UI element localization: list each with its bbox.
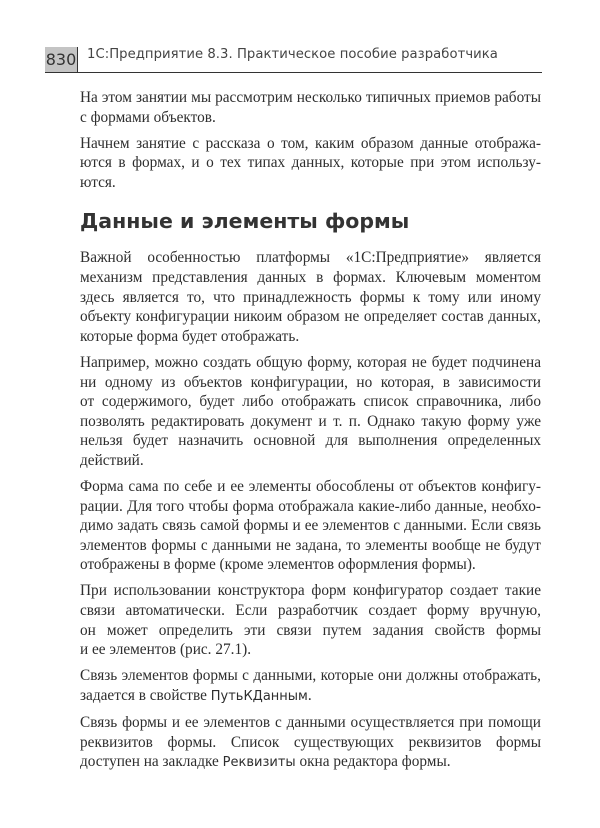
text-line: нельзя будет назначить основной для выполнения определенных bbox=[80, 432, 541, 450]
text-segment: . bbox=[307, 686, 312, 704]
text-line: При использовании конструктора форм конфигуратор создает такие bbox=[80, 582, 541, 600]
text-line: элементов формы с данными не задана, то элементы вообще не будут bbox=[80, 536, 541, 554]
section-text bbox=[80, 248, 541, 772]
text-line: позволять редактировать документ и т. п. Однако такую форму уже bbox=[80, 412, 541, 430]
paragraph bbox=[80, 134, 541, 193]
paragraph bbox=[80, 353, 541, 471]
page-body bbox=[80, 88, 541, 779]
paragraph bbox=[80, 581, 541, 659]
text-line: с формами объектов. bbox=[80, 108, 216, 126]
text-line: реквизитов формы. Список существующих реквизитов формы bbox=[80, 733, 541, 751]
ui-term: ПутьКДанным bbox=[210, 688, 308, 704]
text-line: ются. bbox=[80, 173, 116, 191]
text-line: здесь является то, что принадлежность формы к тому или иному bbox=[80, 288, 541, 306]
ui-term: Реквизиты bbox=[222, 755, 296, 771]
text-line: Связь элементов формы с данными, которые они должны отображать, bbox=[80, 667, 541, 685]
paragraph bbox=[80, 713, 541, 773]
paragraph bbox=[80, 248, 541, 346]
running-header bbox=[45, 47, 542, 73]
text-line bbox=[80, 752, 541, 773]
book-title: 1С:Предприятие 8.3. Практическое пособие разработчика bbox=[87, 47, 498, 62]
text-line: от содержимого, будет либо отображать список справочника, либо bbox=[80, 393, 541, 411]
paragraph bbox=[80, 477, 541, 575]
text-line: димо задать связь самой формы и ее элементов с данными. Если связь bbox=[80, 517, 541, 535]
text-line: действий. bbox=[80, 451, 144, 469]
paragraph bbox=[80, 88, 541, 127]
text-line: механизм представления данных в формах. Ключевым моментом bbox=[80, 269, 541, 287]
text-line: Связь формы и ее элементов с данными осуществляется при помощи bbox=[80, 714, 541, 732]
text-line: рации. Для того чтобы форма отображала какие-либо данные, необхо- bbox=[80, 497, 541, 515]
intro-text bbox=[80, 88, 541, 192]
text-line: объекту конфигурации никоим образом не определяет состав данных, bbox=[80, 308, 541, 326]
text-segment: окна редактора формы. bbox=[295, 753, 451, 771]
text-line: он может определить эти связи путем задания свойств формы bbox=[80, 621, 541, 639]
section-heading: Данные и элементы формы bbox=[80, 209, 410, 234]
text-line bbox=[80, 686, 541, 707]
text-line: ются в формах, и о тех типах данных, которые при этом использу- bbox=[80, 154, 541, 172]
paragraph bbox=[80, 666, 541, 706]
text-segment: доступен на закладке bbox=[80, 753, 223, 771]
text-line: отображены в форме (кроме элементов оформления формы). bbox=[80, 556, 476, 574]
text-line: которые форма будет отображать. bbox=[80, 327, 300, 345]
text-line: На этом занятии мы рассмотрим несколько типичных приемов работы bbox=[80, 89, 541, 106]
page-number: 830 bbox=[45, 47, 78, 72]
text-line: связи автоматически. Если разработчик создает форму вручную, bbox=[80, 602, 541, 620]
text-line: Начнем занятие с рассказа о том, каким образом данные отобража- bbox=[80, 134, 541, 152]
text-line: Например, можно создать общую форму, которая не будет подчинена bbox=[80, 353, 541, 371]
text-line: Важной особенностью платформы «1С:Предприятие» является bbox=[80, 249, 541, 267]
text-line: Форма сама по себе и ее элементы обособлены от объектов конфигу- bbox=[80, 478, 541, 495]
text-line: и ее элементов (рис. 27.1). bbox=[80, 641, 252, 659]
text-segment: задается в свойстве bbox=[80, 686, 211, 704]
text-line: ни одному из объектов конфигурации, но которая, в зависимости bbox=[80, 373, 541, 391]
